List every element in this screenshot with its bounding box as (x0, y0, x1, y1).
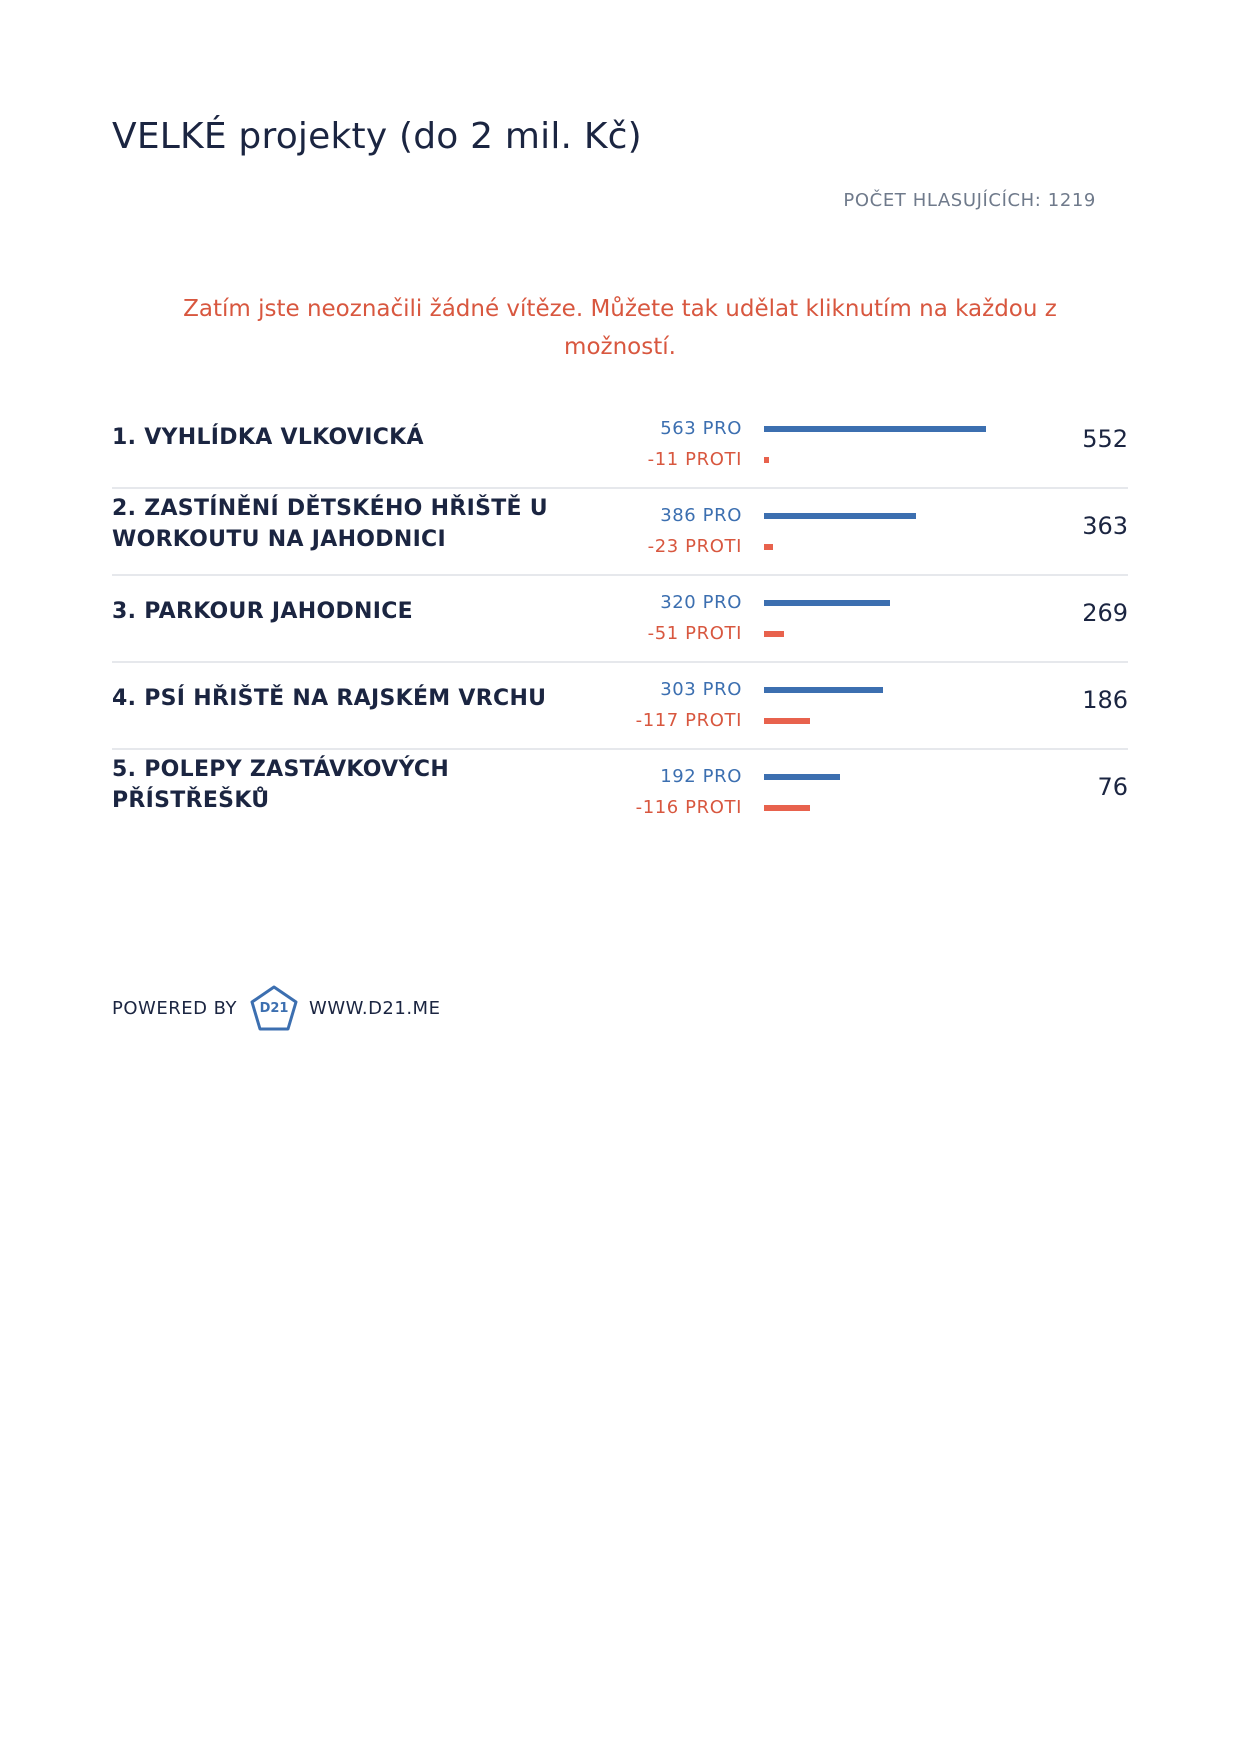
footer (112, 984, 440, 1032)
winner-notice: Zatím jste neoznačili žádné vítěze. Můžete tak udělat kliknutím na každou z možností. (183, 296, 1057, 360)
net-total: 552 (1082, 425, 1128, 453)
con-bar (764, 631, 784, 637)
con-votes-label: -117 PROTI (635, 710, 742, 731)
pro-bar (764, 600, 890, 606)
net-total: 186 (1082, 686, 1128, 714)
net-total: 363 (1082, 512, 1128, 540)
powered-by-label: POWERED BY (112, 997, 238, 1019)
pro-bar (764, 687, 883, 693)
con-bar (764, 805, 810, 811)
project-name: 5. POLEPY ZASTÁVKOVÝCH PŘÍSTŘEŠKŮ (112, 757, 450, 813)
project-name: 2. ZASTÍNĚNÍ DĚTSKÉHO HŘIŠTĚ U WORKOUTU NA JAHODNICI (112, 496, 548, 552)
results-list (112, 402, 1128, 837)
d21-logo[interactable] (249, 984, 299, 1032)
project-row-3[interactable] (112, 576, 1128, 663)
project-row-2[interactable] (112, 489, 1128, 576)
net-total: 76 (1097, 773, 1128, 801)
pro-votes-label: 192 PRO (660, 766, 742, 787)
con-votes-label: -11 PROTI (647, 449, 742, 470)
pro-bar (764, 774, 840, 780)
pro-votes-label: 563 PRO (660, 418, 742, 439)
project-name: 4. PSÍ HŘIŠTĚ NA RAJSKÉM VRCHU (112, 685, 547, 711)
pro-votes-label: 303 PRO (660, 679, 742, 700)
net-total: 269 (1082, 599, 1128, 627)
pro-bar (764, 426, 986, 432)
project-name: 1. VYHLÍDKA VLKOVICKÁ (112, 424, 424, 450)
pro-bar (764, 513, 916, 519)
con-bar (764, 544, 773, 550)
con-votes-label: -23 PROTI (647, 536, 742, 557)
voter-count: POČET HLASUJÍCÍCH: 1219 (843, 190, 1096, 211)
website-link[interactable]: WWW.D21.ME (309, 997, 441, 1019)
con-bar (764, 457, 769, 463)
pro-votes-label: 320 PRO (660, 592, 742, 613)
project-row-5[interactable] (112, 750, 1128, 837)
con-votes-label: -51 PROTI (647, 623, 742, 644)
pro-votes-label: 386 PRO (660, 505, 742, 526)
page-title: VELKÉ projekty (do 2 mil. Kč) (112, 116, 642, 157)
con-bar (764, 718, 810, 724)
project-name: 3. PARKOUR JAHODNICE (112, 598, 413, 624)
con-votes-label: -116 PROTI (635, 797, 742, 818)
logo-text: D21 (259, 1001, 289, 1016)
project-row-1[interactable] (112, 402, 1128, 489)
project-row-4[interactable] (112, 663, 1128, 750)
